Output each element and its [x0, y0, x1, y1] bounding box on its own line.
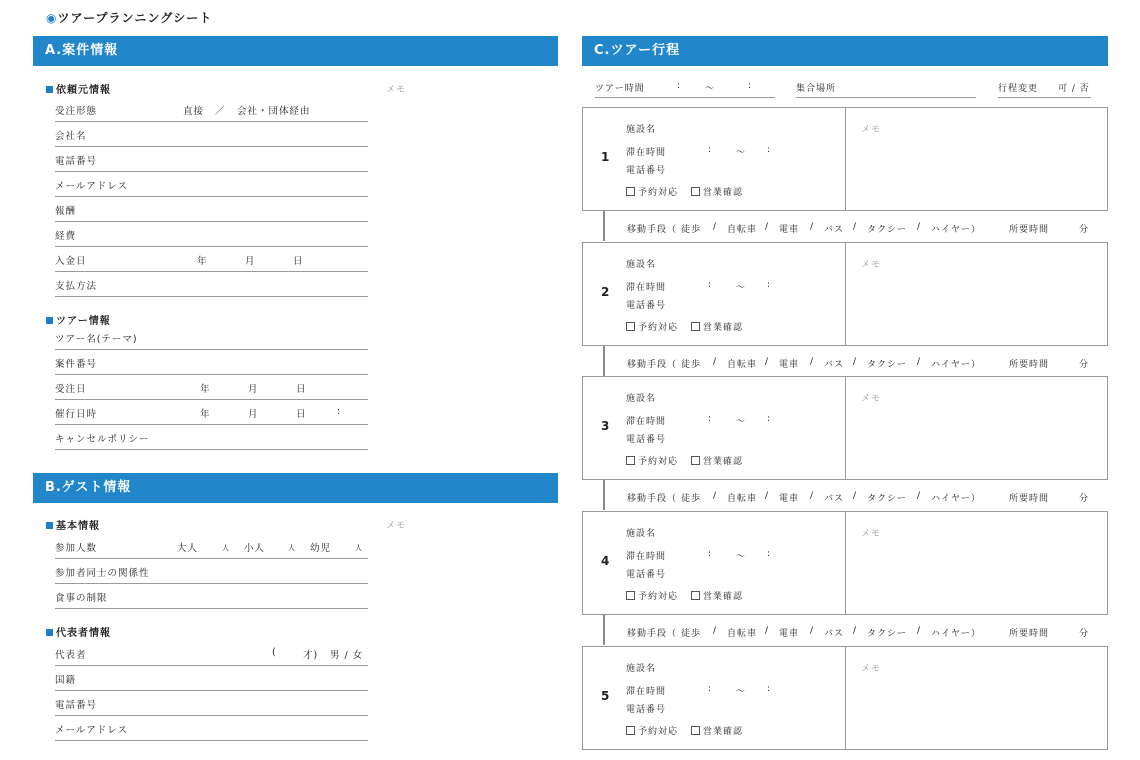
transport-text: /: [713, 626, 718, 636]
stop-memo-label: メモ: [861, 664, 882, 674]
meal-restriction-field[interactable]: 食事の制限: [55, 584, 368, 609]
transport-text: ）: [971, 629, 982, 639]
transport-text: /: [853, 222, 858, 232]
reserve-checkbox[interactable]: 予約対応: [626, 724, 678, 737]
transport-text: /: [765, 357, 770, 367]
itinerary-stop-2[interactable]: 2 施設名 滞在時間 : 〜 : 電話番号 予約対応 営業確認 メモ: [582, 242, 1108, 346]
transport-text: /: [810, 626, 815, 636]
stay-time-label: 滞在時間: [626, 417, 667, 427]
transport-text: /: [853, 357, 858, 367]
transport-text: 分: [1079, 360, 1090, 370]
transport-text: ）: [971, 494, 982, 504]
transport-text: 移動手段（: [627, 360, 678, 370]
payment-date-field[interactable]: 入金日 年 月 日: [55, 247, 368, 272]
fee-field[interactable]: 報酬: [55, 197, 368, 222]
checkbox-icon: [691, 322, 700, 331]
transport-text: 分: [1079, 494, 1090, 504]
page-title: ◉ツアープランニングシート: [46, 11, 213, 25]
stop-memo-label: メモ: [861, 529, 882, 539]
stay-time-label: 滞在時間: [626, 552, 667, 562]
stop-number: 1: [601, 150, 610, 164]
relation-field[interactable]: 参加者同士の関係性: [55, 559, 368, 584]
rep-email-field[interactable]: メールアドレス: [55, 716, 368, 741]
option-direct[interactable]: 直接: [183, 106, 205, 117]
transport-text: /: [713, 357, 718, 367]
facility-name-label: 施設名: [626, 125, 657, 135]
sales-confirm-checkbox[interactable]: 営業確認: [691, 454, 743, 467]
order-date-field[interactable]: 受注日 年 月 日: [55, 375, 368, 400]
section-b-header: B.ゲスト情報: [33, 473, 558, 503]
representative-info-title: 代表者情報: [46, 624, 111, 639]
tour-info-title: ツアー情報: [46, 312, 111, 327]
option-via-company[interactable]: 会社・団体経由: [237, 106, 311, 117]
transport-text: バス: [824, 225, 845, 235]
change-allowed-select[interactable]: 可 / 否: [1058, 84, 1090, 94]
checkbox-icon: [626, 187, 635, 196]
transport-text: 徒歩: [681, 494, 702, 504]
transport-text: 自転車: [727, 494, 758, 504]
card-divider: [845, 243, 846, 345]
transport-text: 移動手段（: [627, 629, 678, 639]
title-bullet-icon: ◉: [46, 11, 58, 25]
facility-phone-label: 電話番号: [626, 570, 667, 580]
transport-text: ハイヤー: [931, 494, 972, 504]
reserve-checkbox[interactable]: 予約対応: [626, 320, 678, 333]
transport-text: タクシー: [867, 360, 908, 370]
transport-text: 電車: [779, 494, 800, 504]
stay-time-label: 滞在時間: [626, 283, 667, 293]
checkbox-icon: [626, 456, 635, 465]
transport-text: ）: [971, 360, 982, 370]
transport-text: /: [713, 222, 718, 232]
case-number-field[interactable]: 案件番号: [55, 350, 368, 375]
transport-text: /: [765, 491, 770, 501]
reserve-checkbox[interactable]: 予約対応: [626, 589, 678, 602]
memo-label-a: メモ: [386, 85, 407, 95]
stay-time-label: 滞在時間: [626, 148, 667, 158]
participant-count-field[interactable]: 参加人数 大人 人 小人 人 幼児 人: [55, 534, 368, 559]
transport-text: タクシー: [867, 225, 908, 235]
square-bullet-icon: [46, 86, 53, 93]
transport-text: 所要時間: [1009, 225, 1050, 235]
sales-confirm-checkbox[interactable]: 営業確認: [691, 320, 743, 333]
transport-text: 自転車: [727, 360, 758, 370]
checkbox-icon: [691, 187, 700, 196]
sales-confirm-checkbox[interactable]: 営業確認: [691, 724, 743, 737]
card-divider: [845, 377, 846, 479]
representative-field[interactable]: 代表者 ( 才) 男 / 女: [55, 641, 368, 666]
transport-text: ハイヤー: [931, 360, 972, 370]
facility-phone-label: 電話番号: [626, 166, 667, 176]
transport-text: /: [917, 491, 922, 501]
itinerary-stop-1[interactable]: 1 施設名 滞在時間 : 〜 : 電話番号 予約対応 営業確認 メモ: [582, 107, 1108, 211]
transport-text: バス: [824, 494, 845, 504]
checkbox-icon: [626, 322, 635, 331]
transport-row-1[interactable]: [603, 211, 1108, 241]
transport-text: 所要時間: [1009, 494, 1050, 504]
itinerary-stop-3[interactable]: 3 施設名 滞在時間 : 〜 : 電話番号 予約対応 営業確認 メモ: [582, 376, 1108, 480]
reserve-checkbox[interactable]: 予約対応: [626, 185, 678, 198]
itinerary-change-field[interactable]: 行程変更 可 / 否: [998, 76, 1091, 98]
checkbox-icon: [626, 591, 635, 600]
stop-memo-label: メモ: [861, 260, 882, 270]
square-bullet-icon: [46, 629, 53, 636]
itinerary-stop-5[interactable]: 5 施設名 滞在時間 : 〜 : 電話番号 予約対応 営業確認 メモ: [582, 646, 1108, 750]
transport-text: ）: [971, 225, 982, 235]
rep-phone-field[interactable]: 電話番号: [55, 691, 368, 716]
transport-text: バス: [824, 629, 845, 639]
transport-text: 徒歩: [681, 629, 702, 639]
transport-text: 分: [1079, 629, 1090, 639]
stop-number: 4: [601, 554, 610, 568]
basic-info-title: 基本情報: [46, 517, 100, 532]
facility-name-label: 施設名: [626, 664, 657, 674]
facility-phone-label: 電話番号: [626, 301, 667, 311]
transport-text: 徒歩: [681, 360, 702, 370]
transport-text: /: [917, 357, 922, 367]
tour-time-field[interactable]: ツアー時間 : 〜 :: [595, 76, 775, 98]
transport-text: 徒歩: [681, 225, 702, 235]
nationality-field[interactable]: 国籍: [55, 666, 368, 691]
transport-text: バス: [824, 360, 845, 370]
transport-text: タクシー: [867, 629, 908, 639]
company-name-field[interactable]: 会社名: [55, 122, 368, 147]
facility-phone-label: 電話番号: [626, 435, 667, 445]
transport-row-3[interactable]: [603, 480, 1108, 510]
transport-text: /: [765, 626, 770, 636]
section-a-header: A.案件情報: [33, 36, 558, 66]
transport-text: /: [853, 626, 858, 636]
transport-text: 自転車: [727, 225, 758, 235]
transport-text: /: [765, 222, 770, 232]
payment-method-field[interactable]: 支払方法: [55, 272, 368, 297]
transport-text: /: [917, 626, 922, 636]
reserve-checkbox[interactable]: 予約対応: [626, 454, 678, 467]
email-field[interactable]: メールアドレス: [55, 172, 368, 197]
transport-row-4[interactable]: [603, 615, 1108, 645]
transport-text: ハイヤー: [931, 225, 972, 235]
transport-text: 所要時間: [1009, 360, 1050, 370]
stay-time-label: 滞在時間: [626, 687, 667, 697]
stop-number: 5: [601, 689, 610, 703]
facility-name-label: 施設名: [626, 529, 657, 539]
transport-text: 所要時間: [1009, 629, 1050, 639]
transport-text: /: [713, 491, 718, 501]
trip-datetime-field[interactable]: 催行日時 年 月 日 :: [55, 400, 368, 425]
transport-text: 電車: [779, 629, 800, 639]
stop-memo-label: メモ: [861, 125, 882, 135]
gender-select[interactable]: 男 / 女: [330, 650, 364, 661]
stop-number: 3: [601, 419, 610, 433]
sales-confirm-checkbox[interactable]: 営業確認: [691, 589, 743, 602]
transport-text: 電車: [779, 225, 800, 235]
checkbox-icon: [691, 726, 700, 735]
checkbox-icon: [691, 591, 700, 600]
transport-text: タクシー: [867, 494, 908, 504]
square-bullet-icon: [46, 522, 53, 529]
transport-text: /: [810, 357, 815, 367]
square-bullet-icon: [46, 317, 53, 324]
transport-text: /: [810, 491, 815, 501]
transport-text: 電車: [779, 360, 800, 370]
transport-text: ハイヤー: [931, 629, 972, 639]
phone-field[interactable]: 電話番号: [55, 147, 368, 172]
facility-name-label: 施設名: [626, 260, 657, 270]
order-type-field[interactable]: 受注形態 直接 ／ 会社・団体経由: [55, 97, 368, 122]
section-c-header: C.ツアー行程: [582, 36, 1108, 66]
memo-label-b: メモ: [386, 521, 407, 531]
expenses-field[interactable]: 経費: [55, 222, 368, 247]
transport-text: 分: [1079, 225, 1090, 235]
transport-text: 移動手段（: [627, 494, 678, 504]
checkbox-icon: [626, 726, 635, 735]
transport-text: 自転車: [727, 629, 758, 639]
transport-text: 移動手段（: [627, 225, 678, 235]
stop-number: 2: [601, 285, 610, 299]
checkbox-icon: [691, 456, 700, 465]
tour-name-field[interactable]: ツアー名(テーマ): [55, 325, 368, 350]
card-divider: [845, 647, 846, 749]
transport-text: /: [917, 222, 922, 232]
cancel-policy-field[interactable]: キャンセルポリシー: [55, 425, 368, 450]
sales-confirm-checkbox[interactable]: 営業確認: [691, 185, 743, 198]
card-divider: [845, 512, 846, 614]
stop-memo-label: メモ: [861, 394, 882, 404]
transport-row-2[interactable]: [603, 346, 1108, 376]
client-info-title: 依頼元情報: [46, 81, 111, 96]
transport-text: /: [810, 222, 815, 232]
transport-text: /: [853, 491, 858, 501]
facility-name-label: 施設名: [626, 394, 657, 404]
itinerary-stop-4[interactable]: 4 施設名 滞在時間 : 〜 : 電話番号 予約対応 営業確認 メモ: [582, 511, 1108, 615]
facility-phone-label: 電話番号: [626, 705, 667, 715]
meeting-place-field[interactable]: 集合場所: [796, 76, 976, 98]
card-divider: [845, 108, 846, 210]
